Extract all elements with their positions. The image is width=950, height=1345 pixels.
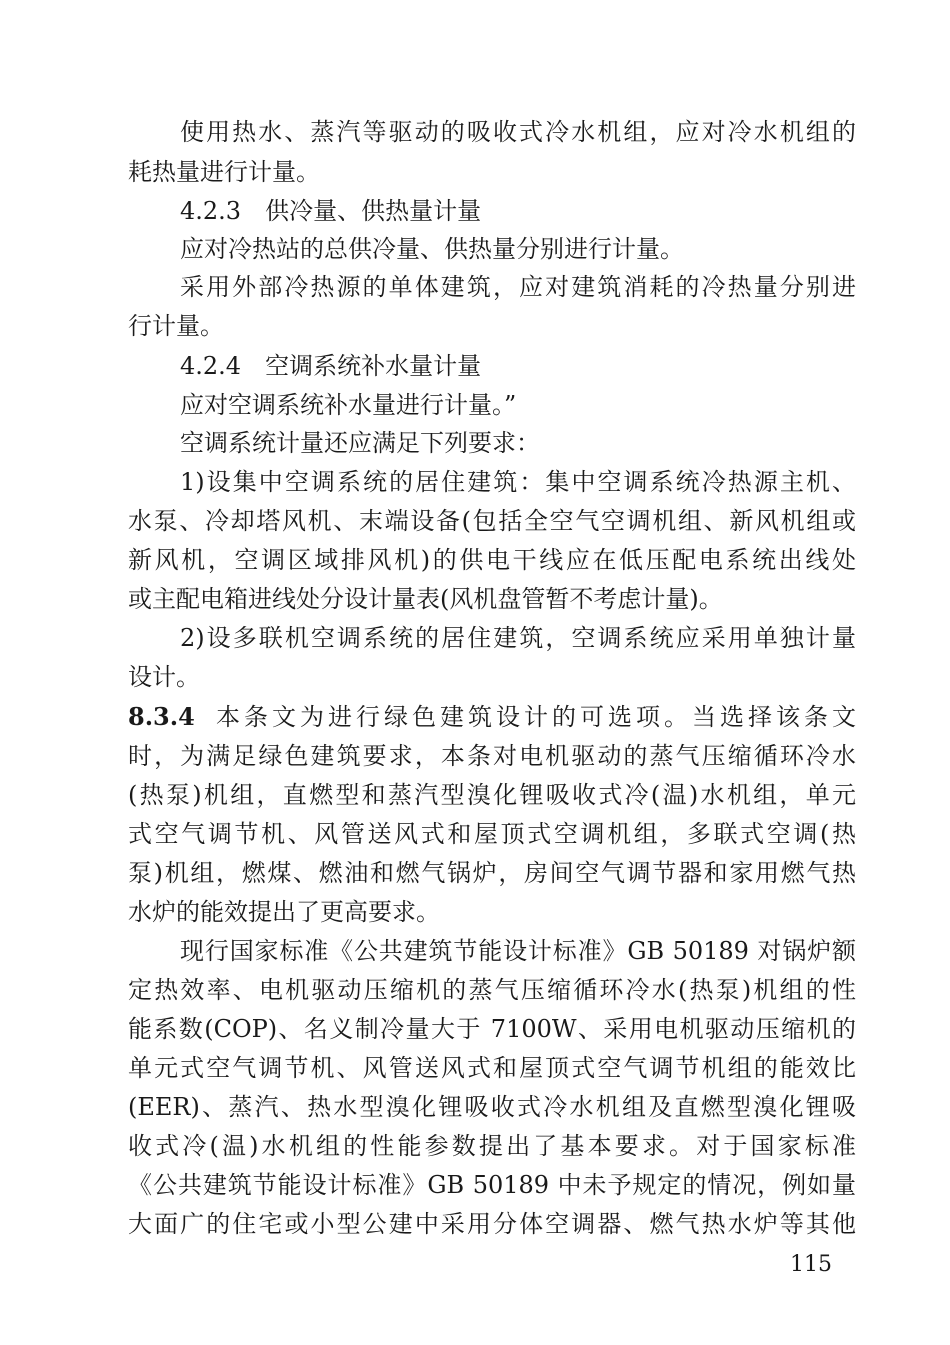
list-item-2: 2)设多联机空调系统的居住建筑，空调系统应采用单独计量 xyxy=(180,624,856,652)
text-line: 使用热水、蒸汽等驱动的吸收式冷水机组，应对冷水机组的 xyxy=(180,118,856,146)
text-line: 耗热量进行计量。 xyxy=(128,158,320,186)
clause-heading-4-2-4: 4.2.4 空调系统补水量计量 xyxy=(180,352,482,380)
text-line: 收式冷(温)水机组的性能参数提出了基本要求。对于国家标准 xyxy=(128,1132,856,1160)
text-line: 现行国家标准《公共建筑节能设计标准》GB 50189 对锅炉额 xyxy=(180,937,856,965)
text-line: 时，为满足绿色建筑要求，本条对电机驱动的蒸气压缩循环冷水 xyxy=(128,742,856,770)
text-line: 《公共建筑节能设计标准》GB 50189 中未予规定的情况，例如量 xyxy=(128,1171,856,1199)
text-line: 行计量。 xyxy=(128,312,224,340)
text-line: 单元式空气调节机、风管送风式和屋顶式空气调节机组的能效比 xyxy=(128,1054,856,1082)
text-line: 水泵、冷却塔风机、末端设备(包括全空气空调机组、新风机组或 xyxy=(128,507,856,535)
clause-heading-4-2-3: 4.2.3 供冷量、供热量计量 xyxy=(180,197,482,225)
text-line: 设计。 xyxy=(128,663,200,691)
text-line: (热泵)机组，直燃型和蒸汽型溴化锂吸收式冷(温)水机组，单元 xyxy=(128,781,856,809)
text-line: 应对空调系统补水量进行计量。” xyxy=(180,391,517,419)
text-line: 本条文为进行绿色建筑设计的可选项。当选择该条文 xyxy=(216,703,856,731)
text-line: 采用外部冷热源的单体建筑，应对建筑消耗的冷热量分别进 xyxy=(180,273,856,301)
text-line: 或主配电箱进线处分设计量表(风机盘管暂不考虑计量)。 xyxy=(128,585,723,613)
text-line: 水炉的能效提出了更高要求。 xyxy=(128,898,440,926)
text-line: 式空气调节机、风管送风式和屋顶式空调机组，多联式空调(热 xyxy=(128,820,856,848)
text-line: 空调系统计量还应满足下列要求： xyxy=(180,429,540,457)
list-item-1: 1)设集中空调系统的居住建筑：集中空调系统冷热源主机、 xyxy=(180,468,856,496)
text-line: 能系数(COP)、名义制冷量大于 7100W、采用电机驱动压缩机的 xyxy=(128,1015,856,1043)
text-line: 定热效率、电机驱动压缩机的蒸气压缩循环冷水(热泵)机组的性 xyxy=(128,976,856,1004)
section-number: 8.3.4 xyxy=(128,702,195,731)
text-line: (EER)、蒸汽、热水型溴化锂吸收式冷水机组及直燃型溴化锂吸 xyxy=(128,1093,856,1121)
text-line: 应对冷热站的总供冷量、供热量分别进行计量。 xyxy=(180,235,684,263)
text-line: 大面广的住宅或小型公建中采用分体空调器、燃气热水炉等其他 xyxy=(128,1210,856,1238)
text-line: 新风机，空调区域排风机)的供电干线应在低压配电系统出线处 xyxy=(128,546,856,574)
page-number: 115 xyxy=(790,1252,832,1277)
text-line: 泵)机组，燃煤、燃油和燃气锅炉，房间空气调节器和家用燃气热 xyxy=(128,859,856,887)
